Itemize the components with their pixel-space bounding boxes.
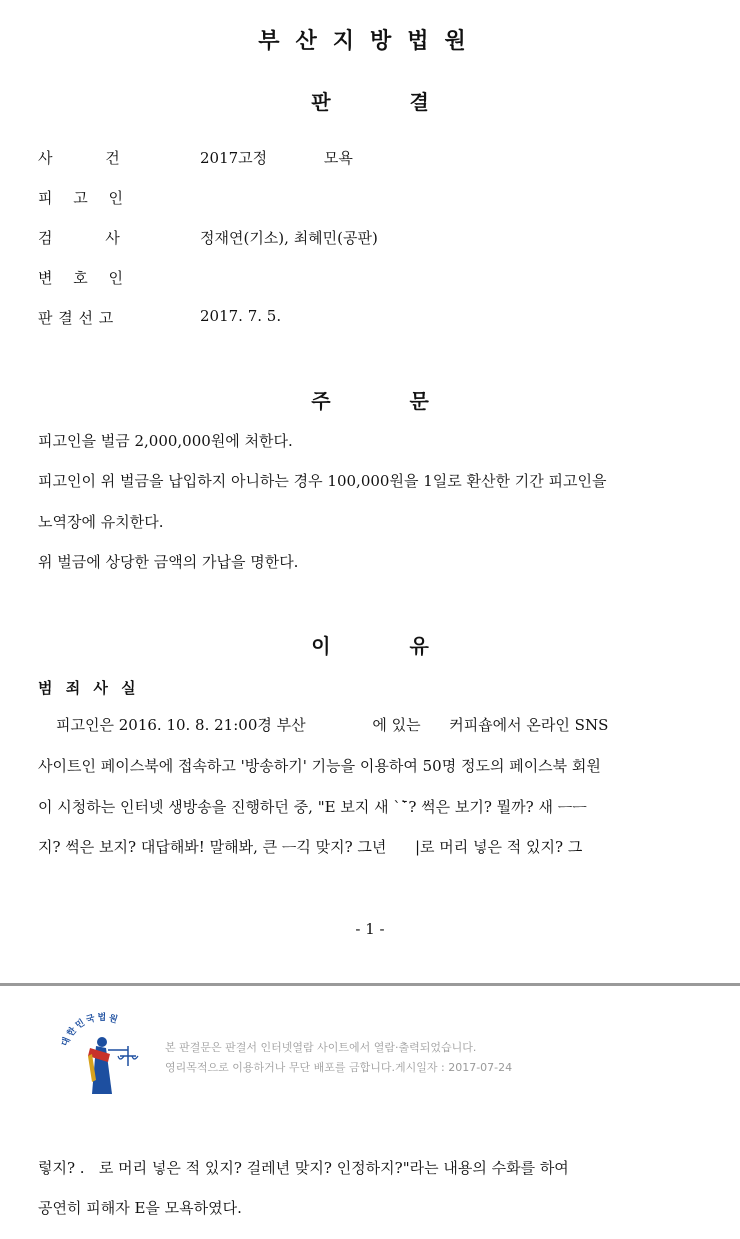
notice-line: 본 판결문은 판결서 인터넷열람 사이트에서 열람·출력되었습니다.	[165, 1041, 477, 1054]
case-label: 사 건	[38, 149, 120, 167]
order-heading: 주 문	[311, 389, 429, 413]
order-line: 피고인이 위 벌금을 납입하지 아니하는 경우 100,000원을 1일로 환산한 기간 피고인을	[38, 472, 607, 490]
order-line: 위 벌금에 상당한 금액의 가납을 명한다.	[38, 553, 299, 571]
case-value: 2017고정 모욕	[200, 149, 353, 167]
notice-line: 영리목적으로 이용하거나 무단 배포를 금합니다.게시일자 : 2017-07-24	[165, 1061, 513, 1074]
reason-heading: 이 유	[311, 634, 429, 658]
reason-line: 지? 썩은 보지? 대답해봐! 말해봐, 큰 ᅳ긱 맞지? 그년 |로 머리 넣은 적 있지? 그	[38, 838, 583, 856]
defense-counsel-label: 변 호 인	[38, 269, 124, 287]
prosecutor-value: 정재연(기소), 최혜민(공판)	[200, 229, 378, 247]
svg-text:대한민국법원	[58, 1011, 121, 1048]
reason-line: 사이트인 페이스북에 접속하고 '방송하기' 기능을 이용하여 50명 정도의 페이스북 회원	[38, 757, 601, 775]
seal-text: 대한민국법원	[60, 1012, 121, 1049]
continued-line: 렇지? . 로 머리 넣은 적 있지? 걸레년 맞지? 인정하지?"라는 내용의 수화를 하여	[38, 1159, 569, 1177]
sentence-date-value: 2017. 7. 5.	[200, 307, 282, 325]
page-divider	[0, 983, 740, 986]
court-seal-logo	[52, 1010, 152, 1096]
page-number: - 1 -	[355, 920, 385, 938]
continued-line: 공연히 피해자 E을 모욕하였다.	[38, 1199, 242, 1217]
document-title: 판 결	[311, 90, 429, 114]
reason-line: 이 시청하는 인터넷 생방송을 진행하던 중, "E 보지 새 ``̄? 썩은 보기? 뭘까? 새 ᅳᅳ	[38, 798, 587, 816]
reason-line: 피고인은 2016. 10. 8. 21:00경 부산 에 있는 커피숍에서 온라인 SNS	[56, 716, 609, 734]
order-line: 피고인을 벌금 2,000,000원에 처한다.	[38, 432, 293, 450]
order-line: 노역장에 유치한다.	[38, 513, 164, 531]
crime-facts-heading: 범 죄 사 실	[38, 679, 140, 697]
sentence-date-label: 판 결 선 고	[38, 309, 114, 327]
prosecutor-label: 검 사	[38, 229, 120, 247]
court-name: 부산지방법원	[258, 29, 482, 54]
defendant-label: 피 고 인	[38, 189, 124, 207]
